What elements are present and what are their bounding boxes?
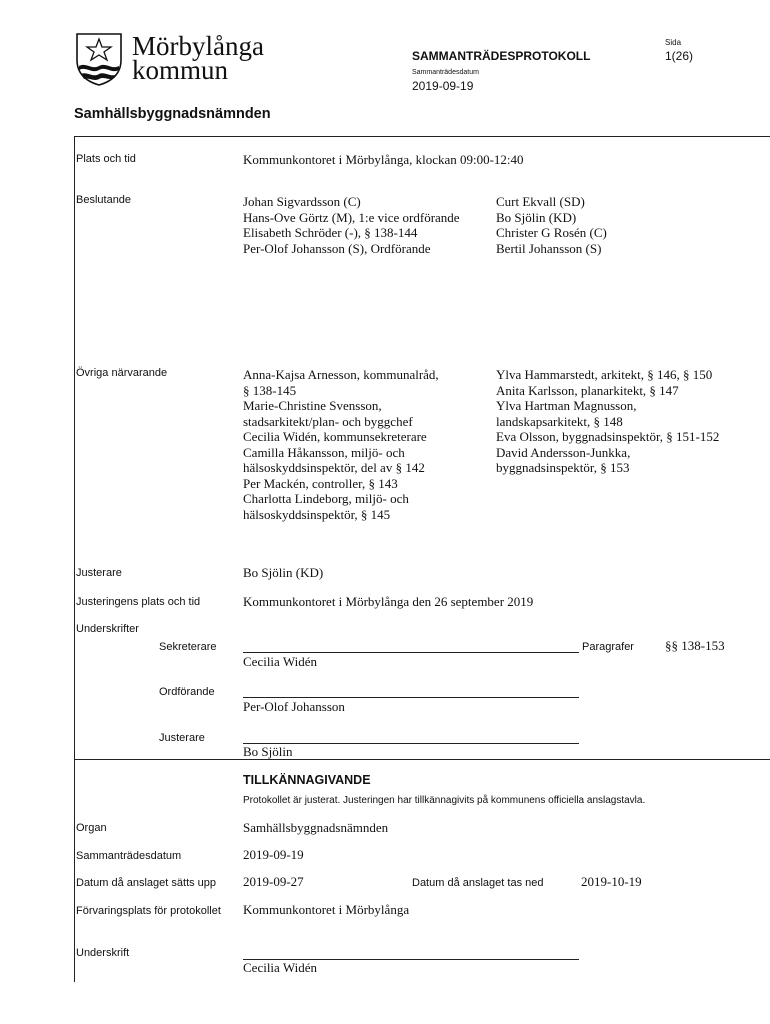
paragraphs-value: §§ 138-153 [665,638,725,653]
deciders-list-col1 [243,194,460,256]
page-number: 1(26) [665,49,694,63]
storage-value: Kommunkontoret i Mörbylånga [243,902,410,917]
list-item: Bo Sjölin (KD) [496,209,577,225]
removed-date-value: 2019-10-19 [581,874,642,889]
municipality-logo [74,30,274,90]
posted-date-value: 2019-09-27 [243,874,304,889]
others-list-col1 [243,367,439,522]
adjust-place-value: Kommunkontoret i Mörbylånga den 26 september 2019 [243,594,534,609]
others-list-col2 [496,367,719,476]
organ-value: Samhällsbyggnadsnämnden [243,820,389,835]
place-value: Kommunkontoret i Mörbylånga, klockan 09:00-12:40 [243,152,524,167]
page-label: Sida [665,38,682,47]
list-item: Per Mackén, controller, § 143 [243,475,398,491]
list-item: hälsoskyddsinspektör, § 145 [243,506,391,522]
list-item: byggnadsinspektör, § 153 [496,460,630,475]
place-label: Plats och tid [76,153,136,165]
document-title: SAMMANTRÄDESPROTOKOLL [412,49,591,63]
notice-divider [74,759,770,760]
list-item: Marie-Christine Svensson, [243,398,382,413]
list-item: Elisabeth Schröder (-), § 138-144 [243,225,418,240]
list-item: hälsoskyddsinspektör, del av § 142 [243,460,425,475]
secretary-label: Sekreterare [159,641,217,653]
notice-signature-name: Cecilia Widén [243,960,317,975]
posted-date-label: Datum då anslaget sätts upp [76,877,217,889]
list-item: Hans-Ove Görtz (M), 1:e vice ordförande [243,209,460,225]
list-item: Anna-Kajsa Arnesson, kommunalråd, [243,367,439,382]
storage-label: Förvaringsplats för protokollet [76,905,221,917]
chair-label: Ordförande [159,686,215,698]
notice-signature-label: Underskrift [76,947,130,959]
notice-date-label: Sammanträdesdatum [76,850,182,862]
list-item: Bertil Johansson (S) [496,240,602,256]
list-item: Per-Olof Johansson (S), Ordförande [243,240,431,256]
notice-title: TILLKÄNNAGIVANDE [243,773,371,787]
list-item: Curt Ekvall (SD) [496,194,585,209]
signatures-label: Underskrifter [76,623,139,635]
list-item: landskapsarkitekt, § 148 [496,413,623,429]
adjust-place-label: Justeringens plats och tid [76,596,201,608]
secretary-signature-line [243,652,579,653]
meeting-date: 2019-09-19 [412,79,474,93]
list-item: stadsarkitekt/plan- och byggchef [243,413,413,429]
list-item: Johan Sigvardsson (C) [243,194,361,209]
list-item: Anita Karlsson, planarkitekt, § 147 [496,382,679,398]
list-item: Ylva Hammarstedt, arkitekt, § 146, § 150 [496,367,713,382]
list-item: Charlotta Lindeborg, miljö- och [243,491,409,506]
logo-emblem-icon [74,30,124,86]
deciders-label: Beslutande [76,194,132,206]
list-item: Cecilia Widén, kommunsekreterare [243,429,427,444]
left-border [74,136,75,982]
adjuster-name: Bo Sjölin [243,744,293,759]
secretary-name: Cecilia Widén [243,654,317,669]
chair-signature-line [243,697,579,698]
list-item: Camilla Håkansson, miljö- och [243,444,405,460]
list-item: Eva Olsson, byggnadsinspektör, § 151-152 [496,429,720,444]
notice-date-value: 2019-09-19 [243,847,304,862]
list-item: Christer G Rosén (C) [496,225,607,240]
list-item: Ylva Hartman Magnusson, [496,398,637,413]
logo-text-line2: kommun [132,55,229,85]
deciders-list-col2 [496,194,607,256]
notice-text: Protokollet är justerat. Justeringen har tillkännagivits på kommunens officiella anslagstavla. [243,795,646,806]
organ-label: Organ [76,822,107,834]
adjuster-value: Bo Sjölin (KD) [243,565,324,580]
list-item: § 138-145 [243,382,297,398]
chair-name: Per-Olof Johansson [243,699,345,714]
meeting-date-label: Sammanträdesdatum [412,69,479,76]
list-item: David Andersson-Junkka, [496,444,631,460]
others-label: Övriga närvarande [76,367,168,379]
adjuster-signature-line [243,743,579,744]
paragraphs-label: Paragrafer [582,641,634,653]
sig-adjuster-label: Justerare [159,732,205,744]
committee-name: Samhällsbyggnadsnämnden [74,106,271,122]
removed-date-label: Datum då anslaget tas ned [412,877,544,889]
top-divider [74,136,770,137]
adjuster-label: Justerare [76,567,122,579]
logo-text-line1: Mörbylånga [132,31,264,61]
